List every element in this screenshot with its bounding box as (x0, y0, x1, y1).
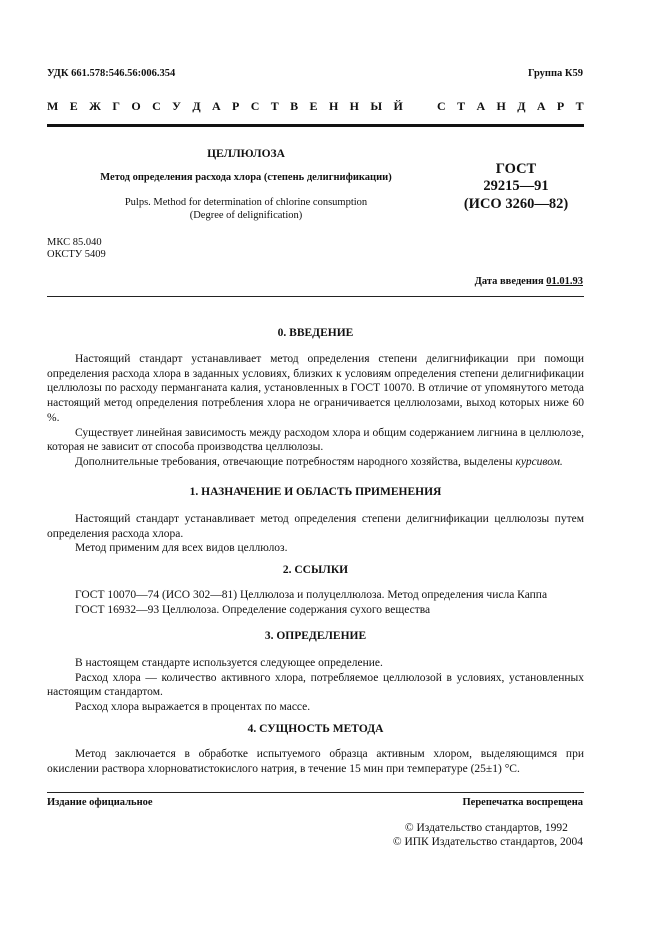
paragraph-text: Дополнительные требования, отвечающие потребностям народного хозяйства, выделены (75, 455, 516, 468)
date-label: Дата введения (474, 276, 544, 287)
paragraph: Метод применим для всех видов целлюлоз. (75, 542, 288, 555)
banner-letter: У (172, 99, 181, 113)
banner-letter: Д (517, 99, 526, 113)
banner-letter: А (476, 99, 486, 113)
gost-designation (448, 161, 584, 213)
footer-divider (47, 792, 584, 793)
banner-letter: С (152, 99, 161, 113)
english-title-line: (Degree of delignification) (189, 209, 303, 221)
document-subtitle: Метод определения расхода хлора (степень делигнификации) (100, 172, 392, 183)
gost-number: 29215—91 (483, 178, 549, 195)
banner-letter: С (250, 99, 260, 113)
paragraph: Настоящий стандарт устанавливает метод определения степени делигнификации целлюлозы путем определения расхода хлора. (47, 513, 584, 540)
paragraph: Метод заключается в обработке испытуемого образца активным хлором, выделяющимся при окислении раствора хлорноватистокислого натрия, в течение 15 мин при температуре (25±1) °С. (47, 748, 584, 775)
classification-codes (47, 237, 106, 260)
banner-letter: Р (232, 99, 240, 113)
interstate-standard-banner (47, 99, 584, 114)
banner-letter: Т (457, 99, 466, 113)
banner-letter: С (437, 99, 446, 113)
udk-code: УДК 661.578:546.56:006.354 (47, 68, 176, 79)
banner-letter: М (47, 99, 59, 113)
introduction-date (475, 276, 583, 287)
banner-letter: Ы (370, 99, 383, 113)
banner-letter: Р (556, 99, 565, 113)
banner-letter: А (211, 99, 221, 113)
section-heading: 0. ВВЕДЕНИЕ (277, 327, 354, 339)
section-body (47, 656, 584, 715)
english-title (47, 197, 445, 222)
section-heading: 3. ОПРЕДЕЛЕНИЕ (264, 630, 367, 642)
paragraph: Настоящий стандарт устанавливает метод определения степени делигнификации при помощи определения расхода хлора в заданных условиях, близких к условиям определения степени делигнификации целлюлозы по расходу перманганата калия, установленных в ГОСТ 10070. В отличие от упомянутого метода настоящий метод определения потребления хлора не ограничивается целлюлозами, выход которых ниже 60 %. (47, 353, 584, 424)
header-divider (47, 124, 584, 127)
reference-item: ГОСТ 16932—93 Целлюлоза. Определение содержания сухого вещества (75, 603, 431, 616)
banner-letter: Ж (89, 99, 101, 113)
banner-letter: Д (192, 99, 201, 113)
section-heading: 2. ССЫЛКИ (282, 564, 349, 576)
reference-item: ГОСТ 10070—74 (ИСО 302—81) Целлюлоза и полуцеллюлоза. Метод определения числа Каппа (75, 589, 548, 601)
section-body (47, 747, 584, 776)
banner-letter: Н (496, 99, 506, 113)
section-heading: 1. НАЗНАЧЕНИЕ И ОБЛАСТЬ ПРИМЕНЕНИЯ (189, 486, 442, 498)
banner-letter: Т (575, 99, 584, 113)
copyright-line: © ИПК Издательство стандартов, 2004 (392, 836, 583, 848)
group-code: Группа К59 (527, 68, 583, 79)
paragraph: Существует линейная зависимость между расходом хлора и общим содержанием лигнина в целлюлозе, которая не зависит от способа производства целлюлозы. (47, 426, 584, 454)
banner-letter: Е (69, 99, 78, 113)
gost-label: ГОСТ (495, 161, 537, 177)
banner-letter: А (536, 99, 546, 113)
iso-number: (ИСО 3260—82) (463, 195, 569, 212)
section-body (47, 512, 584, 556)
banner-letter: Н (349, 99, 359, 113)
section-body (47, 352, 584, 470)
mks-code: МКС 85.040 (47, 237, 102, 248)
copyright-line: © Издательство стандартов, 1992 (404, 822, 568, 834)
section-heading: 4. СУЩНОСТЬ МЕТОДА (247, 723, 384, 735)
paragraph (47, 455, 584, 470)
banner-letter: Г (112, 99, 120, 113)
paragraph: В настоящем стандарте используется следующее определение. (75, 657, 383, 669)
date-divider (47, 296, 584, 297)
references-list (47, 588, 584, 617)
paragraph: Расход хлора выражается в процентах по массе. (75, 701, 311, 714)
copyright-block (393, 821, 583, 849)
document-title: ЦЕЛЛЮЛОЗА (207, 148, 285, 160)
reprint-prohibited-note: Перепечатка воспрещена (462, 797, 583, 808)
english-title-line: Pulps. Method for determination of chlorine consumption (124, 197, 368, 208)
banner-letter: Й (393, 99, 403, 113)
banner-letter: Н (328, 99, 339, 113)
italic-text: курсивом. (515, 455, 563, 468)
banner-letter: В (290, 99, 299, 113)
official-edition-note: Издание официальное (47, 797, 153, 808)
okstu-code: ОКСТУ 5409 (47, 248, 106, 260)
paragraph: Расход хлора — количество активного хлора, потребляемое целлюлозой в условиях, установленных настоящим стандартом. (47, 671, 584, 699)
date-value: 01.01.93 (546, 276, 583, 287)
banner-letter: Т (270, 99, 279, 113)
banner-letter: О (131, 99, 141, 113)
banner-letter: Е (309, 99, 318, 113)
